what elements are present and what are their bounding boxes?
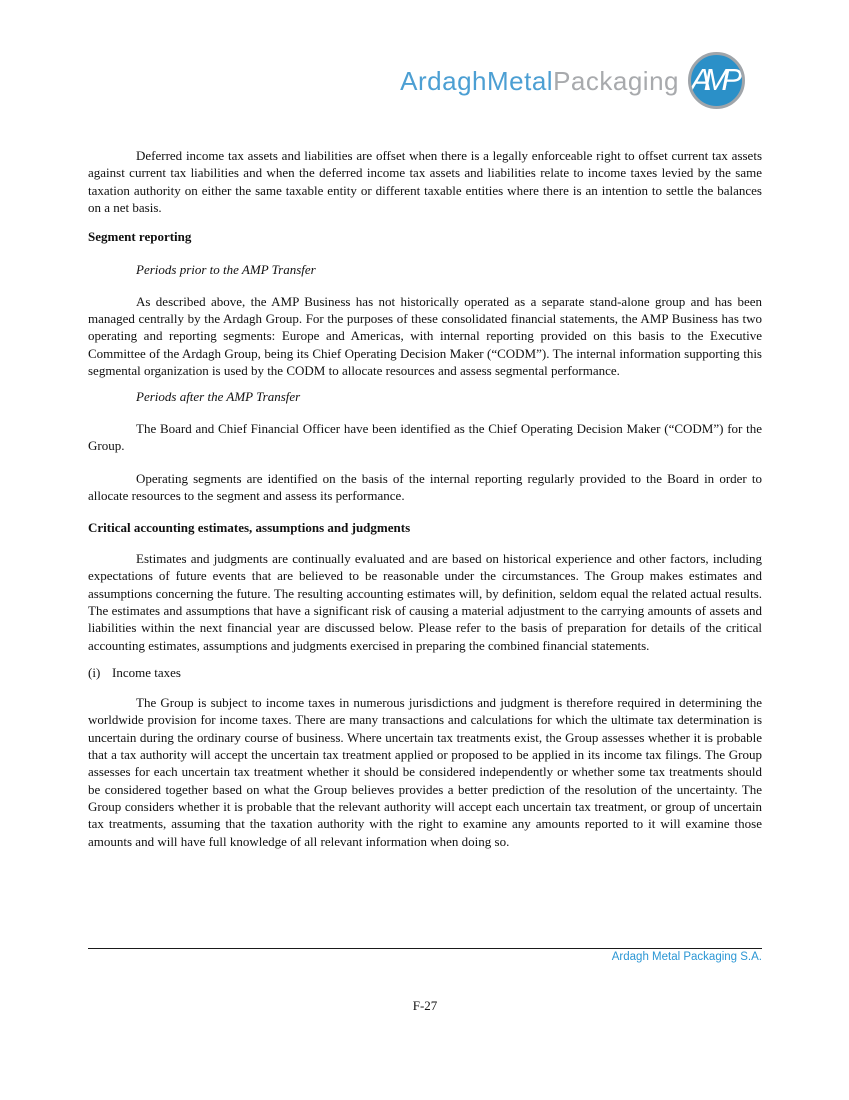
board-codm-paragraph: The Board and Chief Financial Officer have been identified as the Chief Operating Decision Maker (“CODM”) for the Group. xyxy=(88,420,762,453)
operating-segments-paragraph: Operating segments are identified on the basis of the internal reporting regularly provided to the Board in order to allocate resources to the segment and assess its performance. xyxy=(88,471,762,504)
amp-logo-icon xyxy=(688,52,745,109)
brand-name-primary: ArdaghMetal xyxy=(400,65,554,96)
page-number: F-27 xyxy=(412,998,438,1013)
brand-wordmark xyxy=(400,65,679,96)
document-body xyxy=(88,147,762,850)
intro-paragraph: Deferred income tax assets and liabilities are offset when there is a legally enforceable right to offset current tax assets against current tax liabilities and when the deferred income tax assets and liabilities relate to income taxes levied by the same taxation authority on either the same taxable entity or different taxable entities where there is an intention to settle the balances on a net basis. xyxy=(88,148,762,215)
income-taxes-paragraph: The Group is subject to income taxes in numerous jurisdictions and judgment is therefore required in determining the worldwide provision for income taxes. There are many transactions and calculations for which the ultimate tax determination is uncertain during the ordinary course of business. Where uncertain tax treatments exist, the Group assesses whether it is probable that a tax authority will accept the uncertain tax treatment applied or proposed to be applied in its income tax filings. The Group assesses for each uncertain tax treatment whether it should be considered independently or whether some tax treatments should be considered together based on what the Group believes provides a better prediction of the resolution of the uncertainty. The Group considers whether it is probable that the relevant authority will accept each uncertain tax treatment, or group of uncertain tax treatments, assuming that the taxation authority with the right to examine any amounts reported to it will examine those amounts and will have full knowledge of all relevant information when doing so. xyxy=(88,695,762,849)
footer-divider xyxy=(88,948,762,949)
brand-name-secondary: Packaging xyxy=(553,65,679,96)
amp-business-paragraph: As described above, the AMP Business has not historically operated as a separate stand-alone group and has been managed centrally by the Ardagh Group. For the purposes of these consolidated financial statements, the AMP Business has two operating and reporting segments: Europe and Americas, with internal reporting provided on this basis to the Executive Committee of the Ardagh Group, being its Chief Operating Decision Maker (“CODM”). The internal information supporting this segmental organization is used by the CODM to allocate resources and assess segmental performance. xyxy=(88,293,762,378)
segment-reporting-heading: Segment reporting xyxy=(88,229,192,245)
income-taxes-item-label: Income taxes xyxy=(112,664,181,680)
amp-monogram: AMP xyxy=(690,62,735,97)
critical-estimates-heading: Critical accounting estimates, assumptions and judgments xyxy=(88,519,411,535)
brand-header xyxy=(400,52,745,109)
periods-after-subheading: Periods after the AMP Transfer xyxy=(136,389,301,405)
income-taxes-item-marker: (i) xyxy=(88,664,101,680)
estimates-paragraph: Estimates and judgments are continually evaluated and are based on historical experience and other factors, including expectations of future events that are believed to be reasonable under the circumstances. The Group makes estimates and assumptions concerning the future. The resulting accounting estimates will, by definition, seldom equal the related actual results. The estimates and assumptions that have a significant risk of causing a material adjustment to the carrying amounts of assets and liabilities within the next financial year are discussed below. Please refer to the basis of preparation for details of the critical accounting estimates, assumptions and judgments exercised in preparing the combined financial statements. xyxy=(88,551,762,653)
income-taxes-item xyxy=(88,664,762,681)
footer-company-name: Ardagh Metal Packaging S.A. xyxy=(611,951,762,963)
periods-prior-subheading: Periods prior to the AMP Transfer xyxy=(136,262,316,278)
